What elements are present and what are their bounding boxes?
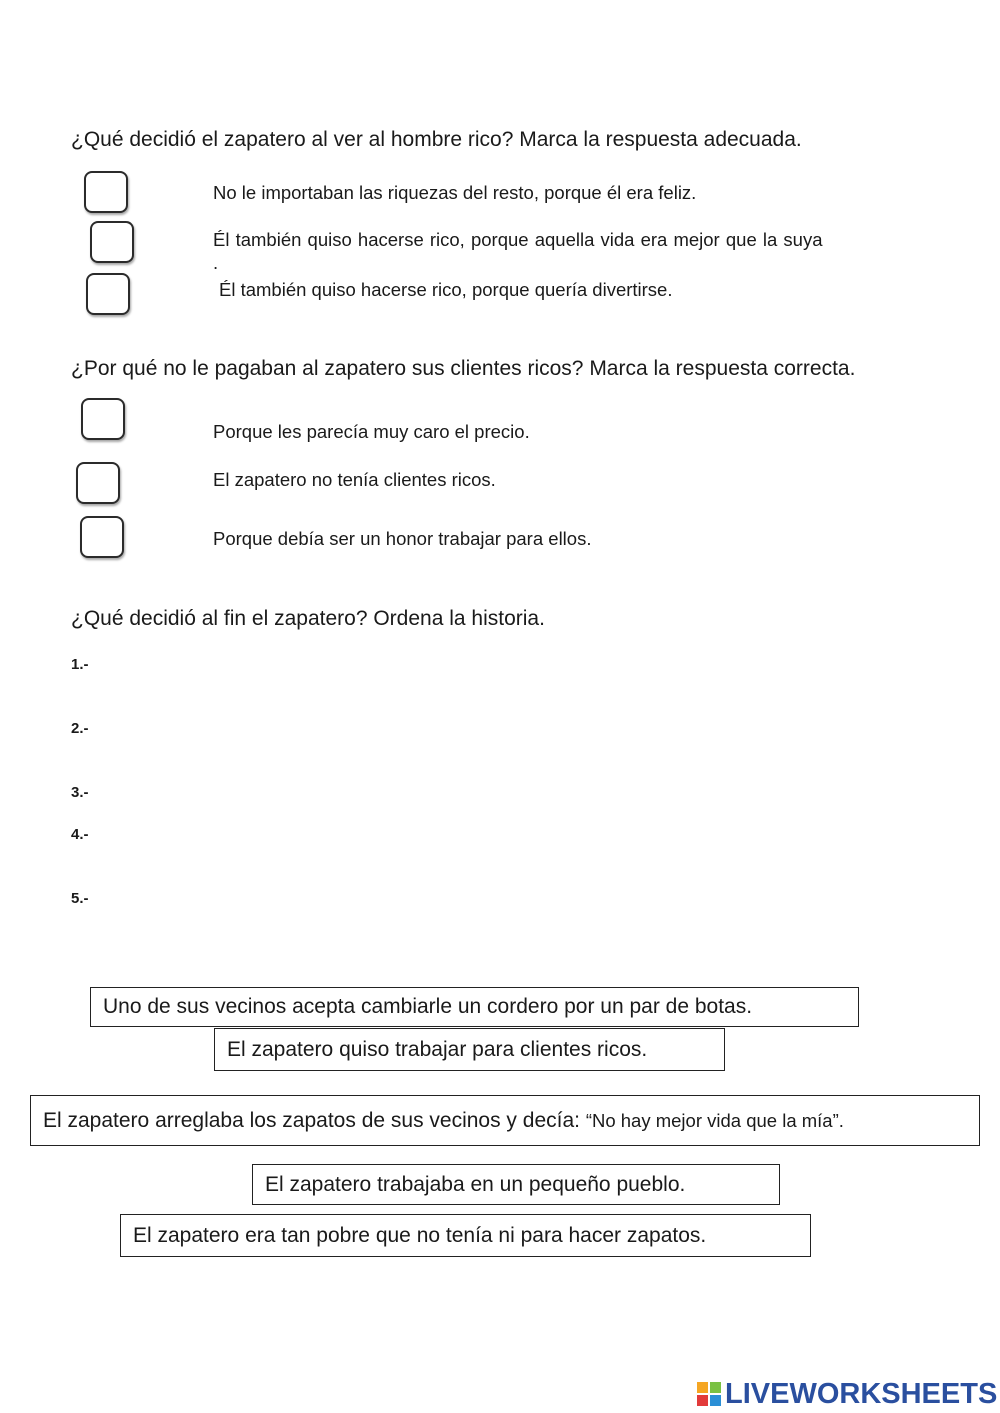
order-slot-2[interactable]	[110, 714, 930, 744]
story-card-3-text: El zapatero arreglaba los zapatos de sus vecinos y decía:	[43, 1108, 586, 1132]
order-number-4: 4.-	[71, 826, 89, 843]
q1-option-1-checkbox[interactable]	[84, 171, 128, 213]
q2-option-1-label: Porque les parecía muy caro el precio.	[213, 421, 530, 442]
q1-option-2-label: Él también quiso hacerse rico, porque aquella vida era mejor que la suya	[213, 229, 823, 250]
q2-option-2-checkbox[interactable]	[76, 462, 120, 504]
q2-option-2-label: El zapatero no tenía clientes ricos.	[213, 469, 496, 490]
order-slot-4[interactable]	[110, 820, 930, 850]
story-card-4[interactable]	[252, 1164, 780, 1205]
liveworksheets-logo-icon	[697, 1382, 721, 1406]
order-slot-1[interactable]	[110, 650, 930, 680]
q1-option-2-checkbox[interactable]	[90, 221, 134, 263]
q2-option-1-checkbox[interactable]	[81, 398, 125, 440]
liveworksheets-logo[interactable]	[697, 1378, 997, 1410]
order-number-2: 2.-	[71, 720, 89, 737]
order-number-3: 3.-	[71, 784, 89, 801]
story-card-5[interactable]	[120, 1214, 811, 1257]
q1-option-3-label: Él también quiso hacerse rico, porque quería divertirse.	[219, 279, 673, 300]
story-card-3[interactable]	[30, 1095, 980, 1146]
q1-option-3-checkbox[interactable]	[86, 273, 130, 315]
q2-option-3-label: Porque debía ser un honor trabajar para ellos.	[213, 528, 592, 549]
story-card-2-text: El zapatero quiso trabajar para clientes ricos.	[227, 1037, 648, 1061]
liveworksheets-logo-text: LIVEWORKSHEETS	[725, 1377, 998, 1410]
order-number-5: 5.-	[71, 890, 89, 907]
question-1: ¿Qué decidió el zapatero al ver al hombre rico? Marca la respuesta adecuada.	[71, 128, 802, 151]
question-3: ¿Qué decidió al fin el zapatero? Ordena la historia.	[71, 607, 545, 630]
story-card-5-text: El zapatero era tan pobre que no tenía ni para hacer zapatos.	[133, 1223, 707, 1247]
q1-stray-dot: .	[213, 252, 219, 273]
story-card-1-text: Uno de sus vecinos acepta cambiarle un cordero por un par de botas.	[103, 995, 753, 1018]
order-number-1: 1.-	[71, 656, 89, 673]
question-2: ¿Por qué no le pagaban al zapatero sus clientes ricos? Marca la respuesta correcta.	[71, 357, 856, 380]
q1-option-1-label: No le importaban las riquezas del resto, porque él era feliz.	[213, 182, 697, 203]
order-slot-5[interactable]	[110, 884, 930, 914]
story-card-3-quote: “No hay mejor vida que la mía”.	[585, 1109, 844, 1131]
story-card-2[interactable]	[214, 1028, 725, 1071]
order-slot-3[interactable]	[110, 778, 930, 808]
story-card-1[interactable]	[90, 987, 859, 1027]
story-card-4-text: El zapatero trabajaba en un pequeño pueblo.	[265, 1172, 686, 1196]
q2-option-3-checkbox[interactable]	[80, 516, 124, 558]
